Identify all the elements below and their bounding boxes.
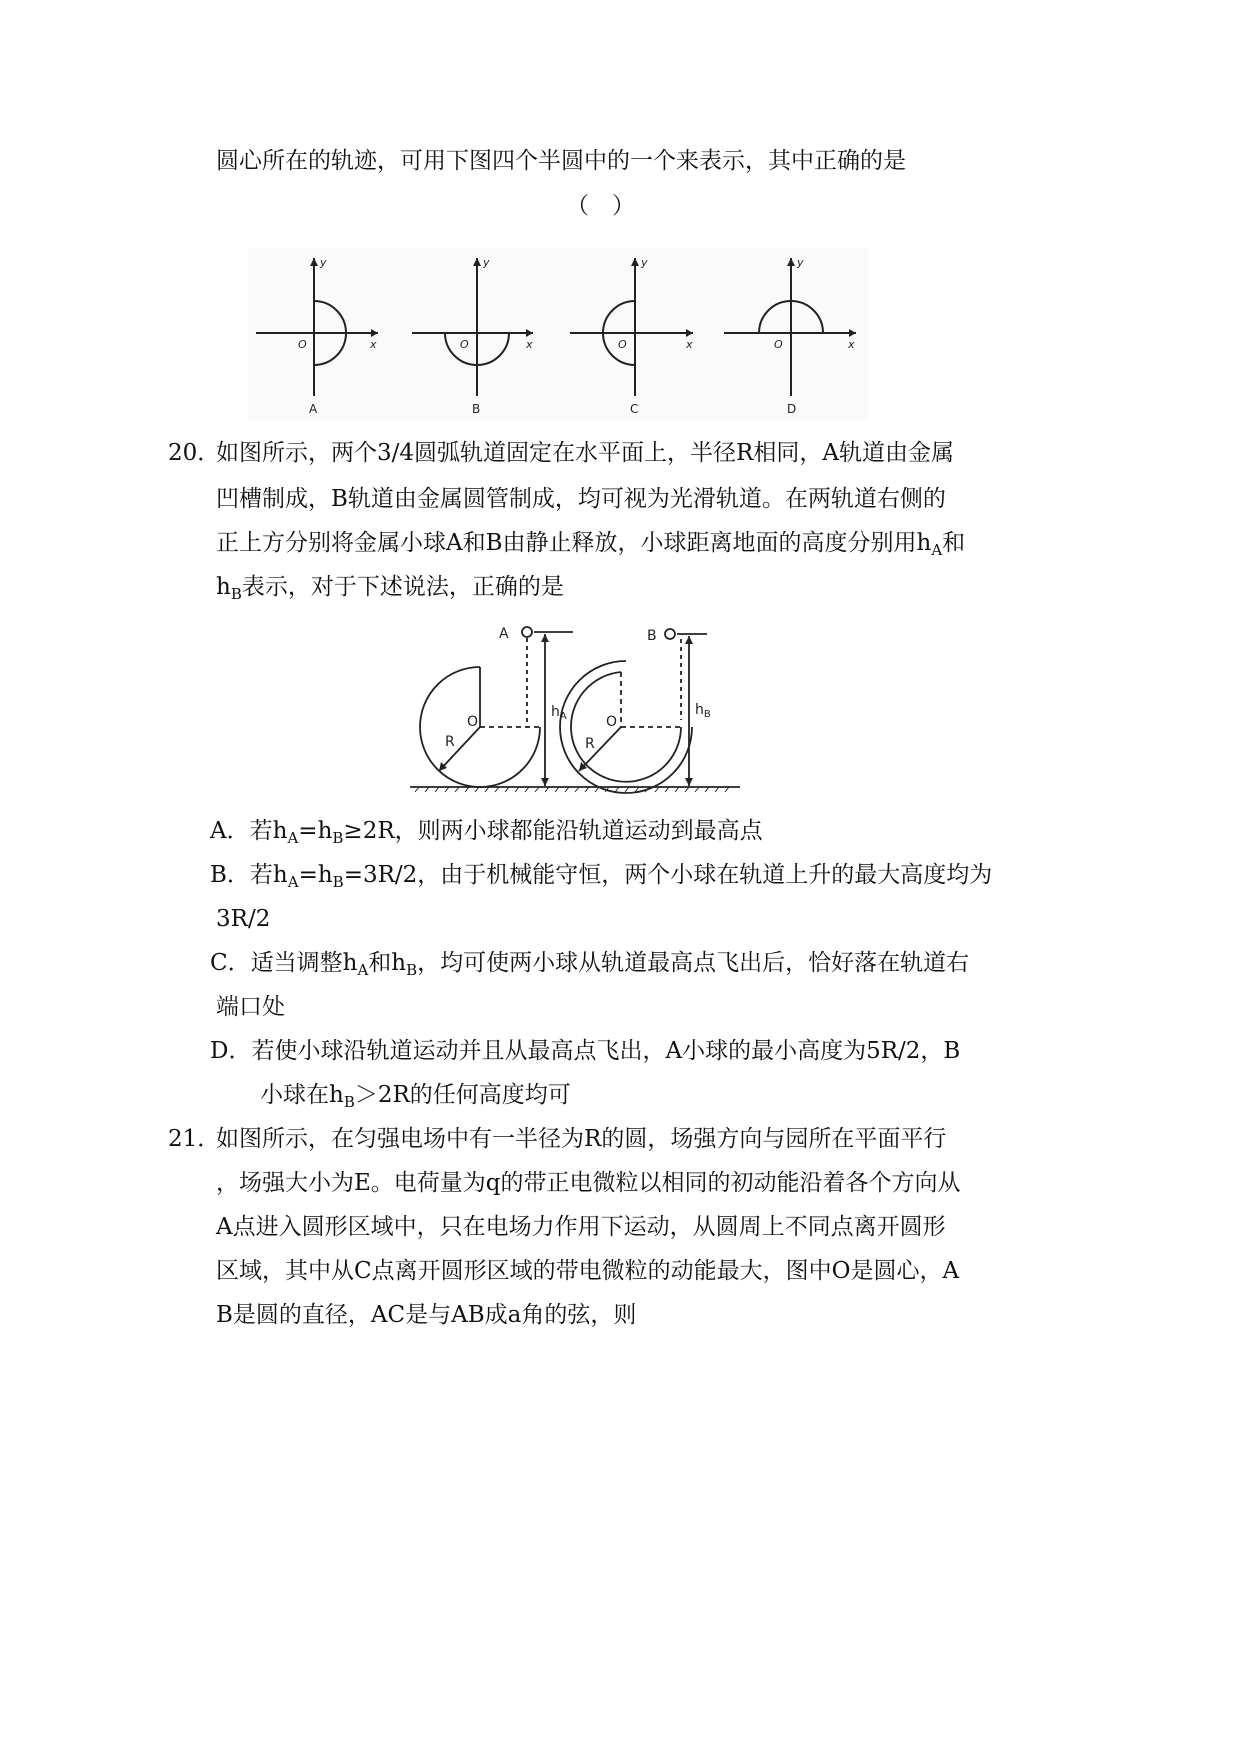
y-axis-label-a: y [320,256,327,269]
q20-option-d: D．若使小球沿轨道运动并且从最高点飞出，A小球的最小高度为5R/2，B [210,1038,961,1064]
q21-line-3: A点进入圆形区域中，只在电场力作用下运动，从圆周上不同点离开圆形 [216,1214,946,1240]
panel-label-a: A [309,402,318,416]
question-number-20: 20． [168,440,221,466]
track-figure [405,620,745,808]
panel-label-d: D [787,402,797,416]
height-b-label: $h_B$ [695,702,711,720]
intro-line: 圆心所在的轨迹，可用下图四个半圆中的一个来表示，其中正确的是 [216,148,906,174]
q21-line-1: 如图所示，在匀强电场中有一半径为R的圆，场强方向与园所在平面平行 [216,1126,947,1152]
y-axis-label-b: y [483,256,490,269]
semicircle-options-figure [248,248,868,420]
center-a-label: O [467,714,479,730]
x-axis-label-d: x [848,338,855,351]
answer-bracket: （ ） [566,193,635,219]
origin-label-a: O [298,338,307,351]
q21-line-5: B是圆的直径，AC是与AB成a角的弦，则 [216,1302,637,1328]
y-axis-label-c: y [641,256,648,269]
origin-label-b: O [460,338,469,351]
q20-line-4: $h_B$表示，对于下述说法，正确的是 [216,574,564,603]
ball-b-label: B [647,628,657,644]
question-number-21: 21． [168,1126,221,1152]
center-b-label: O [606,714,618,730]
q20-option-b-cont: 3R/2 [216,906,271,932]
q20-option-c: C．适当调整$h_A$和$h_B$，均可使两小球从轨道最高点飞出后，恰好落在轨道右 [210,950,970,979]
q21-line-2: ，场强大小为E。电荷量为q的带正电微粒以相同的初动能沿着各个方向从 [216,1170,961,1196]
panel-label-c: C [630,402,639,416]
ball-a-label: A [499,626,509,642]
panel-label-b: B [472,402,481,416]
q21-line-4: 区域，其中从C点离开圆形区域的带电微粒的动能最大，图中O是圆心，A [216,1258,960,1284]
q20-line-2: 凹槽制成，B轨道由金属圆管制成，均可视为光滑轨道。在两轨道右侧的 [216,486,946,512]
x-axis-label-b: x [526,338,533,351]
origin-label-d: O [774,338,783,351]
x-axis-label-a: x [370,338,377,351]
y-axis-label-d: y [797,256,804,269]
height-a-label: $h_A$ [551,704,567,722]
q20-option-a: A．若$h_A=h_B\ge 2R$，则两小球都能沿轨道运动到最高点 [210,818,763,847]
q20-option-d-cont: 小球在$h_B>2R$的任何高度均可 [260,1082,571,1111]
radius-b-label: R [585,736,595,752]
q20-line-1: 如图所示，两个3/4圆弧轨道固定在水平面上，半径R相同，A轨道由金属 [216,440,954,466]
q20-line-3: 正上方分别将金属小球A和B由静止释放，小球距离地面的高度分别用$h_A$和 [216,530,966,559]
origin-label-c: O [618,338,627,351]
x-axis-label-c: x [686,338,693,351]
q20-option-b: B．若$h_A=h_B=3R/2$，由于机械能守恒，两个小球在轨道上升的最大高度均为 [210,862,993,891]
q20-option-c-cont: 端口处 [216,994,285,1020]
radius-a-label: R [445,734,455,750]
